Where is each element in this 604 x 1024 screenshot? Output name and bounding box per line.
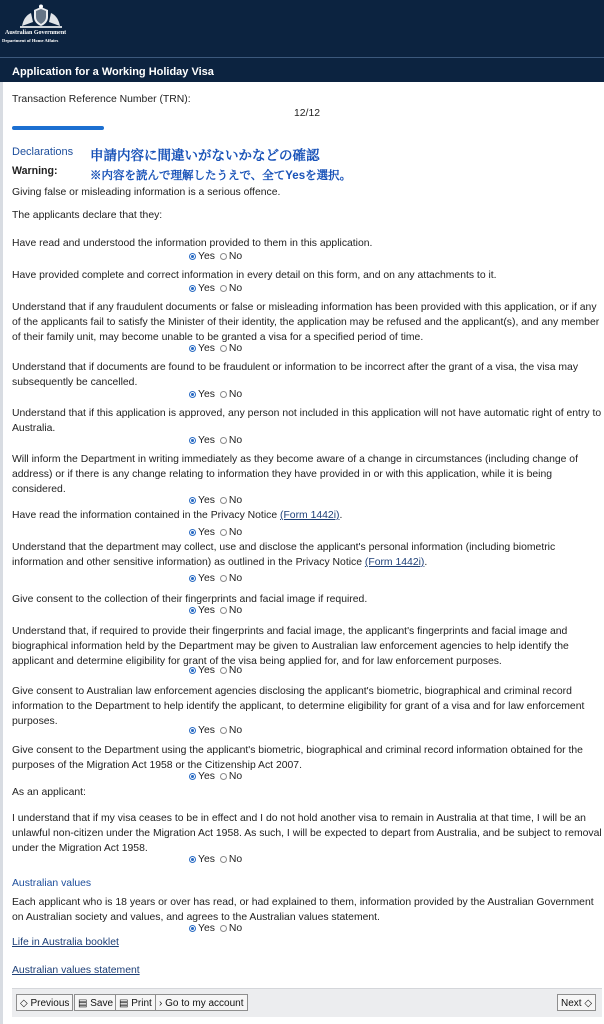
radio-no[interactable] (220, 856, 227, 863)
save-button[interactable] (74, 994, 117, 1011)
radio-yes[interactable] (189, 575, 196, 582)
previous-button[interactable] (16, 994, 73, 1011)
radio-no[interactable] (220, 253, 227, 260)
yes-no-group (189, 435, 242, 446)
yes-no-group (189, 343, 242, 354)
radio-yes-label: Yes (198, 854, 215, 865)
question-text: Will inform the Department in writing immediately as they become aware of a change in circumstances (including change of address) or if there is any change relating to information they have provided in or with this application, while it is being considered. (12, 454, 578, 495)
progress-bar (12, 126, 104, 130)
go-to-account-button[interactable] (155, 994, 248, 1011)
next-button[interactable] (557, 994, 596, 1011)
radio-yes-label: Yes (198, 527, 215, 538)
question-tail: . (424, 557, 428, 568)
radio-no-label: No (228, 665, 243, 676)
radio-yes-label: Yes (198, 771, 215, 782)
save-label: Save (90, 998, 114, 1009)
yes-no-group (189, 771, 242, 782)
yes-no-group (189, 251, 242, 262)
radio-no[interactable] (220, 607, 227, 614)
radio-yes-label: Yes (198, 283, 215, 294)
question-text: Understand that the department may collect, use and disclose the applicant's personal information (including biometric information and other sensitive information) as outlined in the Privacy Notice (12, 542, 556, 568)
annotation-check: 申請内容に間違いがないかなどの確認 (90, 148, 320, 163)
government-name: Australian Government (5, 30, 67, 36)
radio-no[interactable] (220, 391, 227, 398)
values-statement-link[interactable]: Australian values statement (12, 965, 140, 976)
radio-yes[interactable] (189, 607, 196, 614)
radio-no-label: No (228, 725, 243, 736)
radio-yes[interactable] (189, 253, 196, 260)
question-text: Understand that if any fraudulent documents or false or misleading information has been provided with this application, or if any of the applicants fail to satisfy the Minister of their identity, the application may be refused and the applicant(s), and any member of their family unit, may become unable to be granted a visa for a specified period of time. (12, 302, 600, 343)
radio-no[interactable] (220, 497, 227, 504)
radio-yes[interactable] (189, 437, 196, 444)
radio-no-label: No (228, 283, 243, 294)
yes-no-group (189, 665, 242, 676)
radio-yes[interactable] (189, 345, 196, 352)
radio-yes-label: Yes (198, 665, 215, 676)
radio-no-label: No (228, 495, 243, 506)
radio-yes-label: Yes (198, 435, 215, 446)
question-text: Understand that if this application is approved, any person not included in this application will not have automatic right of entry to Australia. (12, 408, 602, 434)
question-text: Have provided complete and correct information in every detail on this form, and on any attachments to it. (12, 270, 497, 281)
radio-no-label: No (228, 854, 243, 865)
yes-no-group (189, 389, 242, 400)
radio-yes[interactable] (189, 856, 196, 863)
question-text: Have read the information contained in the Privacy Notice (12, 510, 280, 521)
question-privacy (12, 508, 602, 523)
radio-no-label: No (228, 435, 243, 446)
radio-yes[interactable] (189, 727, 196, 734)
radio-yes[interactable] (189, 391, 196, 398)
save-icon: ▤ (78, 998, 88, 1009)
life-in-australia-link[interactable]: Life in Australia booklet (12, 937, 119, 948)
account-label: Go to my account (165, 998, 244, 1009)
radio-yes[interactable] (189, 667, 196, 674)
radio-no-label: No (228, 527, 243, 538)
radio-no-label: No (228, 605, 243, 616)
privacy-notice-link[interactable]: (Form 1442i) (364, 557, 425, 568)
coat-of-arms-logo (12, 4, 70, 30)
question-text: Give consent to the collection of their fingerprints and facial image if required. (12, 594, 368, 605)
yes-no-group (189, 725, 242, 736)
radio-no-label: No (228, 923, 243, 934)
print-button[interactable] (115, 994, 156, 1011)
radio-yes[interactable] (189, 529, 196, 536)
radio-yes[interactable] (189, 497, 196, 504)
applicant-label: As an applicant: (12, 787, 86, 798)
diamond-right-icon: ◇ (584, 998, 593, 1009)
radio-yes-label: Yes (198, 923, 215, 934)
radio-yes-label: Yes (198, 725, 215, 736)
chevron-right-icon: › (159, 998, 163, 1009)
radio-no[interactable] (220, 773, 227, 780)
previous-label: Previous (30, 998, 70, 1009)
yes-no-group (189, 283, 242, 294)
radio-yes[interactable] (189, 925, 196, 932)
radio-yes-label: Yes (198, 343, 215, 354)
australian-values-heading: Australian values (12, 878, 92, 889)
warning-label: Warning: (12, 165, 58, 177)
diamond-left-icon: ◇ (20, 998, 28, 1009)
radio-no-label: No (228, 343, 243, 354)
radio-yes-label: Yes (198, 495, 215, 506)
yes-no-group (189, 605, 242, 616)
question-text: Each applicant who is 18 years or over has read, or had explained to them, information provided by the Australian Government on Australian society and values, and agrees to the Australian values statement. (12, 897, 594, 923)
radio-no[interactable] (220, 667, 227, 674)
print-icon: ▤ (119, 998, 129, 1009)
warning-text: Giving false or misleading information is a serious offence. (12, 187, 281, 198)
yes-no-group (189, 573, 242, 584)
radio-no-label: No (228, 251, 243, 262)
question-text: Understand that if documents are found to be fraudulent or information to be incorrect after the grant of a visa, the visa may subsequently be cancelled. (12, 362, 579, 388)
radio-yes[interactable] (189, 773, 196, 780)
radio-no-label: No (228, 771, 243, 782)
next-label: Next (561, 998, 582, 1009)
yes-no-group (189, 495, 242, 506)
radio-no-label: No (228, 389, 243, 400)
question-text: Give consent to the Department using the applicant's biometric, biographical and criminal record information obtained for the purposes of the Migration Act 1958 or the Citizenship Act 2007. (12, 745, 583, 771)
radio-yes-label: Yes (198, 389, 215, 400)
question-privacy-disclose (12, 540, 602, 570)
question-text: Give consent to Australian law enforcement agencies disclosing the applicant's biometric, biographical and criminal record information to the Department to help identify the applicant, to determine eligibility for grant of a visa and for law enforcement purposes. (12, 686, 585, 727)
yes-no-group (189, 923, 242, 934)
question-text: Understand that, if required to provide their fingerprints and facial image, the applicant's fingerprints and facial image and biographical information held by the Department may be given to Australian law enforcement agencies to help identify the applicant and determine eligibility for grant of the visa being applied for, and for law enforcement purposes. (12, 626, 569, 667)
radio-yes[interactable] (189, 285, 196, 292)
radio-no[interactable] (220, 345, 227, 352)
question-tail: . (339, 510, 343, 521)
radio-no[interactable] (220, 575, 227, 582)
radio-no[interactable] (220, 285, 227, 292)
radio-yes-label: Yes (198, 605, 215, 616)
radio-yes-label: Yes (198, 573, 215, 584)
page-counter: 12/12 (294, 108, 321, 119)
page-title-bar (0, 57, 604, 82)
left-rail (0, 82, 3, 1024)
radio-no[interactable] (220, 727, 227, 734)
yes-no-group (189, 854, 242, 865)
declarations-heading: Declarations (12, 146, 74, 158)
radio-no-label: No (228, 573, 243, 584)
radio-no[interactable] (220, 925, 227, 932)
trn-label: Transaction Reference Number (TRN): (12, 94, 191, 105)
print-label: Print (131, 998, 152, 1009)
question-text: I understand that if my visa ceases to be in effect and I do not hold another visa to remain in Australia at that time, I will be an unlawful non-citizen under the Migration Act 1958. As such, I will be expected to depart from Australia, and be subject to removal under the Migration Act 1958. (12, 813, 602, 854)
footer-toolbar (12, 988, 602, 1017)
department-name: Department of Home Affairs (2, 38, 59, 43)
yes-no-group (189, 527, 242, 538)
radio-yes-label: Yes (198, 251, 215, 262)
annotation-select-yes: ※内容を読んで理解したうえで、全てYesを選択。 (90, 170, 352, 182)
declaration-intro: The applicants declare that they: (12, 210, 163, 221)
page-title: Application for a Working Holiday Visa (12, 66, 214, 78)
radio-no[interactable] (220, 437, 227, 444)
radio-no[interactable] (220, 529, 227, 536)
privacy-notice-link[interactable]: (Form 1442i) (280, 510, 340, 521)
question-text: Have read and understood the information provided to them in this application. (12, 238, 373, 249)
